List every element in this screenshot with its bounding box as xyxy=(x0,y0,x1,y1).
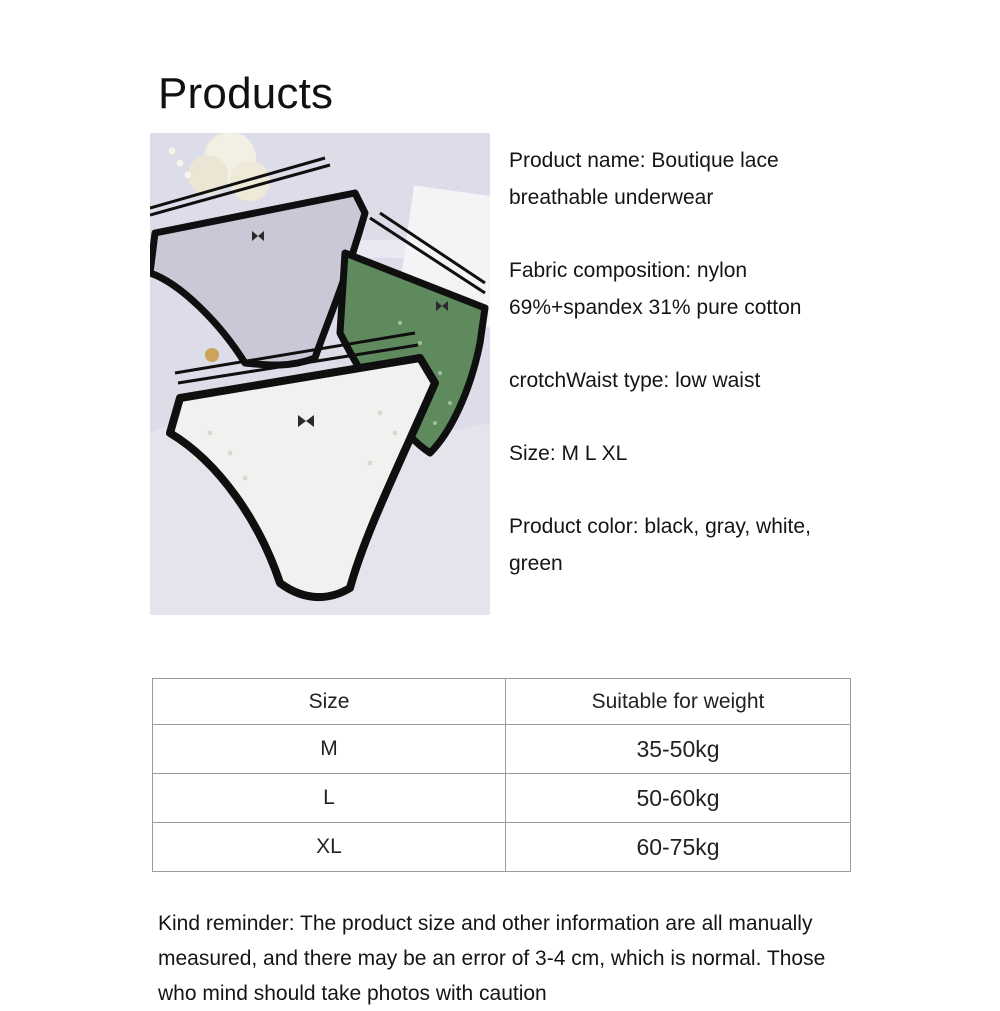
weight-cell: 35-50kg xyxy=(506,725,851,774)
size-cell: XL xyxy=(153,823,506,872)
kind-reminder: Kind reminder: The product size and other information are all manually measured, and there may be an error of 3-4 cm, which is normal. Those who mind should take photos with caution xyxy=(158,912,826,1005)
size-cell: L xyxy=(153,774,506,823)
table-header-row xyxy=(153,679,851,725)
spec-product-name: Product name: Boutique lace breathable underwear xyxy=(509,149,779,209)
spec-size: Size: M L XL xyxy=(509,442,628,465)
size-table xyxy=(152,678,851,872)
spec-fabric-composition: Fabric composition: nylon 69%+spandex 31% pure cotton xyxy=(509,259,802,319)
column-header-size: Size xyxy=(153,679,506,725)
column-header-weight: Suitable for weight xyxy=(506,679,851,725)
table-row xyxy=(153,823,851,872)
weight-cell: 50-60kg xyxy=(506,774,851,823)
table-row xyxy=(153,774,851,823)
product-photo-illustration xyxy=(150,133,490,615)
weight-cell: 60-75kg xyxy=(506,823,851,872)
size-cell: M xyxy=(153,725,506,774)
table-row xyxy=(153,725,851,774)
product-photo xyxy=(150,133,490,615)
spec-product-color: Product color: black, gray, white, green xyxy=(509,515,811,575)
spec-list xyxy=(509,142,869,618)
page-title: Products xyxy=(158,69,334,119)
spec-waist-type: crotchWaist type: low waist xyxy=(509,369,761,392)
